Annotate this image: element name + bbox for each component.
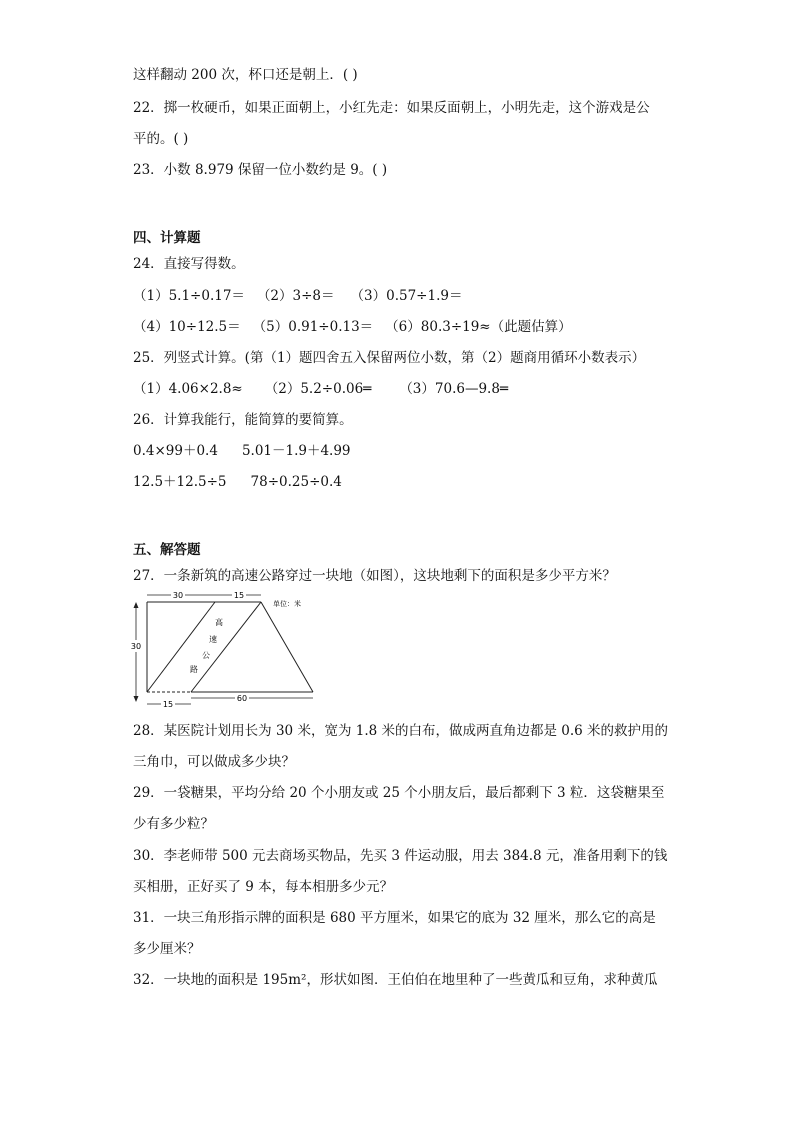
unit-label: 单位：米 — [273, 600, 301, 608]
q26-item3: 12.5＋12.5÷5 — [133, 474, 227, 490]
q24-item5: （5）0.91÷0.13＝ — [252, 319, 374, 335]
highway-figure — [130, 590, 318, 716]
q24-prompt: 24．直接写得数。 — [133, 256, 245, 272]
q22-line2: 平的。( ) — [133, 131, 189, 147]
q28-line2: 三角巾，可以做成多少块？ — [133, 754, 295, 770]
q25-item3: （3）70.6—9.8═ — [399, 381, 509, 397]
section5-heading: 五、解答题 — [133, 542, 201, 558]
height-arrow-top — [134, 602, 139, 608]
road-char-1: 高 — [215, 618, 223, 627]
field-right-edge — [261, 602, 313, 692]
road-right-edge — [191, 602, 261, 692]
q26-item4: 78÷0.25÷0.4 — [250, 474, 342, 490]
q29-line2: 少有多少粒？ — [133, 816, 214, 832]
top-right-label: 15 — [233, 591, 245, 600]
road-char-4: 路 — [190, 665, 198, 674]
q24-item3: （3）0.57÷1.9＝ — [350, 288, 463, 304]
q22-line1: 22．掷一枚硬币，如果正面朝上，小红先走：如果反面朝上，小明先走，这个游戏是公 — [133, 100, 650, 116]
q26-row1 — [133, 441, 351, 461]
q25-prompt: 25．列竖式计算。(第（1）题四舍五入保留两位小数，第（2）题商用循环小数表示） — [133, 350, 646, 366]
height-label: 30 — [130, 642, 142, 651]
highway-diagram — [130, 590, 318, 712]
q31-line1: 31．一块三角形指示牌的面积是 680 平方厘米，如果它的底为 32 厘米，那么它的高是 — [133, 910, 656, 926]
road-left-edge — [147, 602, 215, 692]
height-arrow-bottom — [134, 696, 139, 702]
q27: 27．一条新筑的高速公路穿过一块地（如图），这块地剩下的面积是多少平方米？ — [133, 568, 616, 584]
bottom-left-label: 15 — [162, 700, 174, 709]
q24-item4: （4）10÷12.5＝ — [133, 319, 241, 335]
road-char-3: 公 — [202, 651, 210, 660]
top-left-label: 30 — [172, 591, 184, 600]
q28-line1: 28．某医院计划用长为 30 米，宽为 1.8 米的白布，做成两直角边都是 0.6 米的救护用的 — [133, 723, 669, 739]
q32-line1: 32．一块地的面积是 195m²，形状如图．王伯伯在地里种了一些黄瓜和豆角，求种黄瓜 — [133, 972, 658, 988]
q25-item2: （2）5.2÷0.06═ — [264, 381, 372, 397]
q24-item6: （6）80.3÷19≈（此题估算） — [385, 319, 572, 335]
q24-item2: （2）3÷8＝ — [256, 288, 335, 304]
q25-item1: （1）4.06×2.8≈ — [133, 381, 243, 397]
q26-row2 — [133, 472, 342, 492]
q24-row2 — [133, 317, 572, 337]
q26-item1: 0.4×99＋0.4 — [133, 443, 218, 459]
q26-prompt: 26．计算我能行，能简算的要简算。 — [133, 412, 353, 428]
q30-line2: 买相册，正好买了 9 本，每本相册多少元？ — [133, 879, 394, 895]
bottom-right-label: 60 — [236, 694, 248, 703]
road-char-2: 速 — [209, 635, 217, 644]
q30-line1: 30．李老师带 500 元去商场买物品，先买 3 件运动服，用去 384.8 元，准备用剩下的钱 — [133, 848, 668, 864]
q29-line1: 29．一袋糖果，平均分给 20 个小朋友或 25 个小朋友后，最后都剩下 3 粒．这袋糖果至 — [133, 785, 665, 801]
q26-item2: 5.01－1.9＋4.99 — [241, 443, 351, 459]
q25-items — [133, 379, 508, 399]
q24-row1 — [133, 286, 462, 306]
section4-heading: 四、计算题 — [133, 230, 201, 246]
q21-continuation: 这样翻动 200 次，杯口还是朝上．( ) — [133, 67, 358, 83]
q31-line2: 多少厘米？ — [133, 941, 201, 957]
q24-item1: （1）5.1÷0.17＝ — [133, 288, 245, 304]
q23: 23．小数 8.979 保留一位小数约是 9。( ) — [133, 162, 388, 178]
